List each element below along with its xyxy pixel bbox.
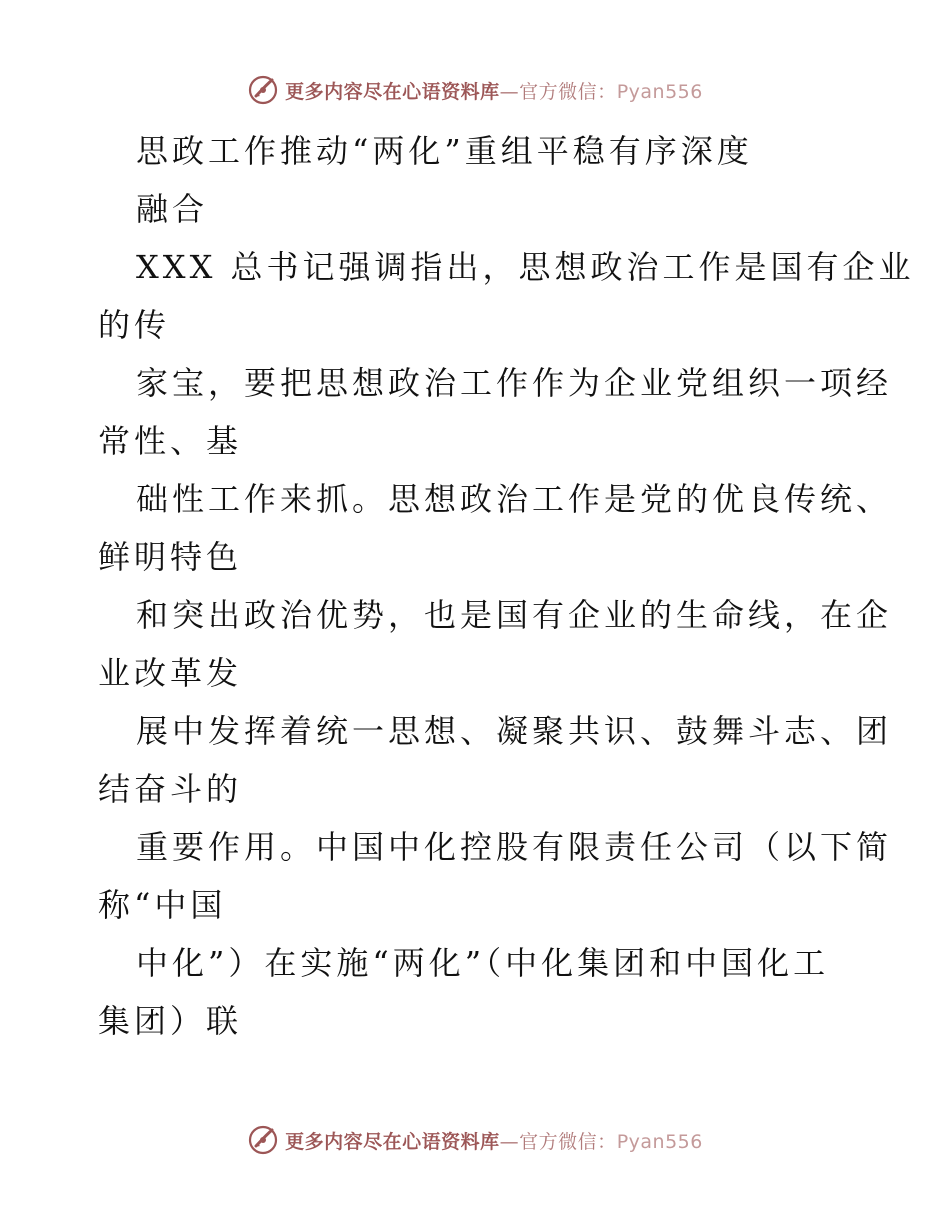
header-watermark	[0, 70, 950, 110]
body-line: 中化”）在实施“两化”（中化集团和中国化工	[136, 944, 830, 982]
body-line: 称“中国	[98, 886, 227, 924]
body-line: 业改革发	[98, 654, 243, 692]
watermark-wechat-label: 官方微信：	[519, 80, 617, 103]
body-line: 的传	[98, 306, 171, 344]
body-line: 展中发挥着统一思想、凝聚共识、鼓舞斗志、团	[136, 712, 893, 750]
body-line: 础性工作来抓。思想政治工作是党的优良传统、	[136, 480, 893, 518]
watermark-group	[247, 1124, 703, 1156]
brush-circle-icon	[247, 1124, 279, 1156]
document-body	[98, 122, 915, 1050]
body-line: XXX 总书记强调指出，思想政治工作是国有企业	[136, 248, 915, 286]
brush-circle-icon	[247, 74, 279, 106]
footer-watermark	[0, 1120, 950, 1160]
watermark-wechat-id: Pyan556	[616, 80, 703, 103]
watermark-sep: —	[499, 1130, 520, 1153]
body-line: 常性、基	[98, 422, 243, 460]
body-line: 结奋斗的	[98, 770, 243, 808]
document-title-line-1: 思政工作推动“两化”重组平稳有序深度	[136, 132, 753, 170]
body-line: 家宝，要把思想政治工作作为企业党组织一项经	[136, 364, 893, 402]
watermark-wechat-id: Pyan556	[616, 1130, 703, 1153]
body-line: 重要作用。中国中化控股有限责任公司（以下简	[136, 828, 893, 866]
body-line: 鲜明特色	[98, 538, 243, 576]
body-line: 集团）联	[98, 1002, 243, 1040]
watermark-text	[285, 77, 703, 104]
watermark-main: 更多内容尽在心语资料库	[285, 80, 500, 103]
watermark-group	[247, 74, 703, 106]
document-title-line-2: 融合	[136, 190, 209, 228]
watermark-sep: —	[499, 80, 520, 103]
watermark-text	[285, 1127, 703, 1154]
watermark-wechat-label: 官方微信：	[519, 1130, 617, 1153]
watermark-main: 更多内容尽在心语资料库	[285, 1130, 500, 1153]
body-line: 和突出政治优势，也是国有企业的生命线，在企	[136, 596, 893, 634]
